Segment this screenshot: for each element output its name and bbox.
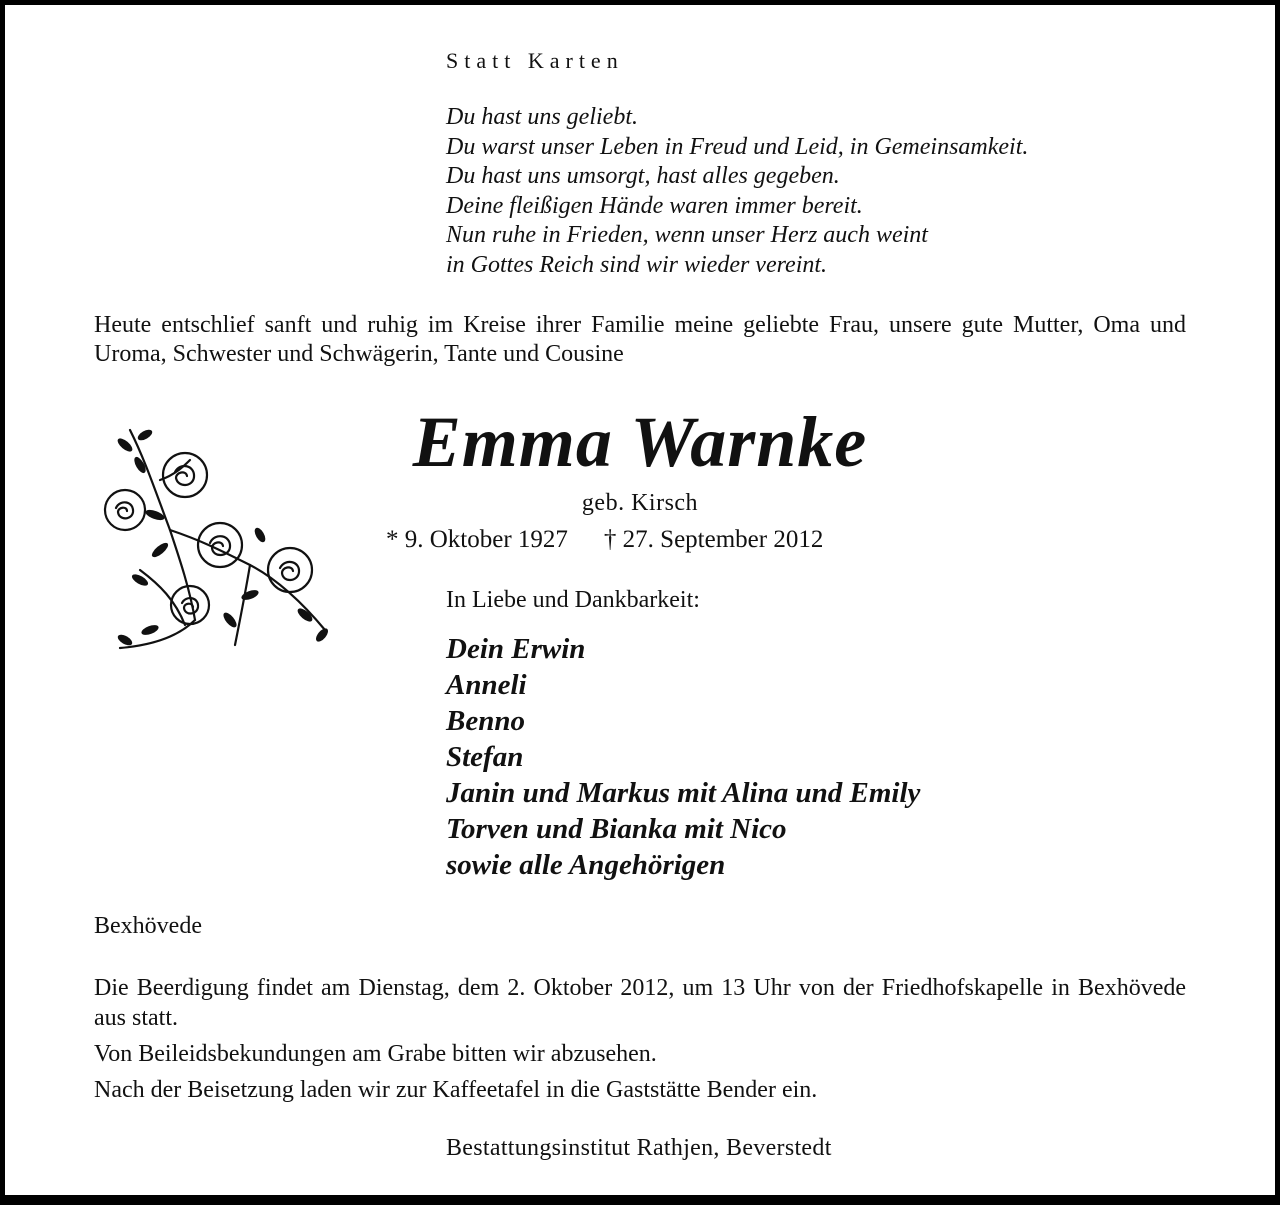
funeral-notice [94, 973, 1186, 1111]
poem-line: Nun ruhe in Frieden, wenn unser Herz auch weint [446, 222, 928, 249]
maiden-name: geb. Kirsch [581, 490, 699, 516]
death-date: † 27. September 2012 [603, 526, 824, 553]
intro-text: Heute entschlief sanft und ruhig im Kreise ihrer Familie meine geliebte Frau, unsere gute Mutter, Oma und Uroma, Schwester und Schwägerin, Tante und Cousine [94, 312, 1186, 367]
mourner-name: sowie alle Angehörigen [446, 849, 726, 881]
mourners-intro: In Liebe und Dankbarkeit: [446, 587, 700, 613]
poem-line: Du hast uns umsorgt, hast alles gegeben. [446, 163, 840, 190]
heading-statt-karten: Statt Karten [446, 48, 624, 73]
reception-note: Nach der Beisetzung laden wir zur Kaffeetafel in die Gaststätte Bender ein. [94, 1077, 818, 1103]
obituary-notice [5, 5, 1275, 1195]
mourner-name: Janin und Markus mit Alina und Emily [446, 777, 921, 809]
undertaker: Bestattungsinstitut Rathjen, Beverstedt [446, 1135, 832, 1161]
mourner-name: Anneli [446, 669, 527, 701]
place-name: Bexhövede [94, 913, 202, 939]
poem-line: Du warst unser Leben in Freud und Leid, in Gemeinsamkeit. [446, 133, 1029, 160]
poem-line: Deine fleißigen Hände waren immer bereit. [446, 192, 863, 219]
funeral-details: Die Beerdigung findet am Dienstag, dem 2. Oktober 2012, um 13 Uhr von der Friedhofskapelle in Bexhövede aus statt. [94, 975, 1186, 1031]
condolences-note: Von Beileidsbekundungen am Grabe bitten wir abzusehen. [94, 1041, 657, 1067]
roses-illustration-icon [100, 420, 335, 665]
mourners-list [446, 631, 920, 883]
birth-date: * 9. Oktober 1927 [386, 526, 568, 553]
mourner-name: Dein Erwin [446, 633, 586, 665]
deceased-name: Emma Warnke [412, 402, 868, 482]
poem-line: in Gottes Reich sind wir wieder vereint. [446, 251, 828, 278]
life-dates [386, 526, 823, 554]
mourner-name: Torven und Bianka mit Nico [446, 813, 787, 845]
poem [446, 103, 1028, 281]
mourner-name: Stefan [446, 741, 524, 773]
mourner-name: Benno [446, 705, 525, 737]
poem-line: Du hast uns geliebt. [446, 104, 638, 130]
